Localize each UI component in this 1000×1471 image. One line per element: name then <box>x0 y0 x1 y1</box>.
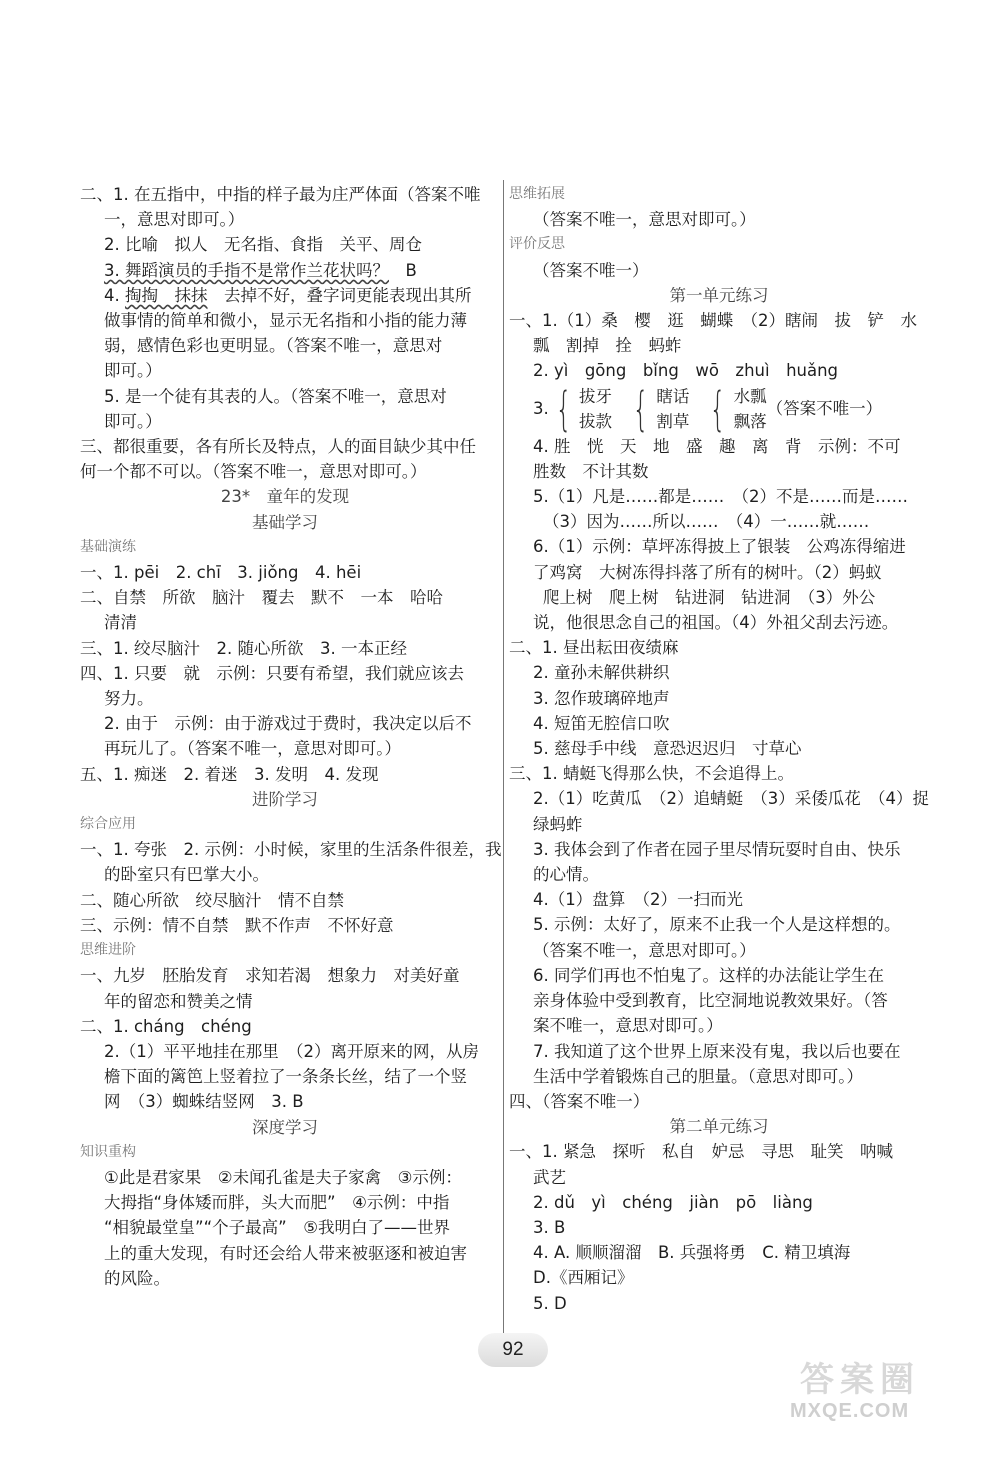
answer-line: （答案不唯一） <box>533 260 649 280</box>
group-word: 割草 <box>656 411 690 431</box>
watermark-url: MXQE.COM <box>790 1400 910 1422</box>
answer-line: 2.（1）吃黄瓜 （2）追蜻蜓 （3）采倭瓜花 （4）捉 <box>533 789 929 809</box>
answer-line: 二、自禁 所欲 脑汁 覆去 默不 一本 哈哈 <box>80 588 443 608</box>
answer-line: 武艺 <box>533 1167 566 1187</box>
watermark-logo: 答案圈 <box>800 1360 920 1400</box>
answer-text: 去掉不好，叠字词更能表现出其所 <box>207 285 472 305</box>
answer-line: 4. 胜 恍 天 地 盛 趣 离 背 示例：不可 <box>533 436 901 456</box>
answer-line: 4.（1）盘算 （2）一扫而光 <box>533 890 743 910</box>
answer-line: 2. 由于 示例：由于游戏过于费时，我决定以后不 <box>104 714 472 734</box>
left-brace-icon: { <box>555 381 572 436</box>
answer-line: 一、1. 紧急 探听 私自 妒忌 寻思 耻笑 呐喊 <box>509 1142 893 1162</box>
answer-line: 4. A. 顺顺溜溜 B. 兵强将勇 C. 精卫填海 <box>533 1243 851 1263</box>
answer-line: 檐下面的篱笆上竖着拉了一条条长丝，结了一个竖 <box>104 1067 467 1087</box>
item-number: 3. <box>533 399 549 419</box>
answer-line: 的卧室只有巴掌大小。 <box>104 865 269 885</box>
unit-heading: 第一单元练习 <box>669 285 769 305</box>
answer-line: 一、1. pēi 2. chī 3. jiǒng 4. hēi <box>80 563 362 583</box>
answer-line: 二、1. cháng chéng <box>80 1016 252 1036</box>
subsection-label: 评价反思 <box>509 236 565 253</box>
answer-line: 绿蚂蚱 <box>533 814 583 834</box>
answer-line: 生活中学着锻炼自己的胆量。（意思对即可。） <box>533 1066 863 1086</box>
answer-line: 2.（1）平平地挂在那里 （2）离开原来的网，从房 <box>104 1041 479 1061</box>
answer-line: 弱，感情色彩也更明显。（答案不唯一，意思对 <box>104 336 443 356</box>
answer-line: 再玩儿了。（答案不唯一，意思对即可。） <box>104 739 401 759</box>
answer-line: 的风险。 <box>104 1268 170 1288</box>
section-heading: 进阶学习 <box>252 789 318 809</box>
answer-line: 二、1. 在五指中，中指的样子最为庄严体面（答案不唯 <box>80 185 481 204</box>
answer-line: “相貌最堂皇”“个子最高” ⑤我明白了——世界 <box>104 1218 450 1238</box>
item-number: 4. <box>104 285 125 305</box>
answer-line: 即可。） <box>104 361 162 381</box>
answer-line: 亲身体验中受到教育，比空洞地说教效果好。（答 <box>533 991 888 1011</box>
wavy-underlined-words: 掏掏 抹抹 <box>125 285 208 305</box>
answer-line: 6. 同学们再也不怕鬼了。这样的办法能让学生在 <box>533 965 884 985</box>
answer-line: 即可。） <box>104 411 162 431</box>
answer-line: 二、随心所欲 绞尽脑汁 情不自禁 <box>80 890 344 910</box>
answer-line: 清清 <box>104 613 137 633</box>
subsection-label: 思维进阶 <box>80 942 136 959</box>
answer-line: 一、九岁 胚胎发育 求知若渴 想象力 对美好童 <box>80 966 460 986</box>
group-word: 拔牙 <box>579 386 613 406</box>
word-group <box>626 381 690 436</box>
answer-line: 三、示例：情不自禁 默不作声 不怀好意 <box>80 915 394 935</box>
answer-line: ①此是君家果 ②未闻孔雀是夫子家禽 ③示例： <box>104 1167 462 1187</box>
answer-line: 5.（1）凡是……都是…… （2）不是……而是…… <box>533 487 908 507</box>
answer-line: 说，他很思念自己的祖国。（4）外祖父刮去污迹。 <box>533 613 899 633</box>
answer-line: 努力。 <box>104 689 154 709</box>
answer-line: 一、1.（1）桑 樱 逛 蝴蝶 （2）瞎闹 拔 铲 水 <box>509 311 917 331</box>
answer-line: 2. yì gōng bǐng wō zhuì huǎng <box>533 361 839 381</box>
answer-line: 5. 是一个徒有其表的人。（答案不唯一，意思对 <box>104 386 447 406</box>
page-number: 92 <box>478 1333 548 1367</box>
section-heading: 深度学习 <box>252 1117 318 1137</box>
answer-line: 3. 忽作玻璃碎地声 <box>533 688 670 708</box>
answer-line: 的心情。 <box>533 865 599 885</box>
answer-note: （答案不唯一） <box>766 399 883 419</box>
answer-line: （答案不唯一，意思对即可。） <box>533 210 756 230</box>
brace-word-groups <box>509 381 929 436</box>
answer-line: 3. 我体会到了作者在园子里尽情玩耍时自由、快乐 <box>533 839 901 859</box>
subsection-label: 综合应用 <box>80 816 136 833</box>
left-brace-icon: { <box>709 381 727 436</box>
answer-line: 三、都很重要，各有所长及特点，人的面目缺少其中任 <box>80 437 476 457</box>
answer-line: 3. B <box>533 1217 566 1237</box>
answer-line: 上的重大发现，有时还会给人带来被驱逐和被迫害 <box>104 1243 467 1263</box>
group-word: 飘落 <box>733 411 767 431</box>
answer-line: 四、1. 只要 就 示例：只要有希望，我们就应该去 <box>80 663 464 683</box>
unit-heading: 第二单元练习 <box>669 1117 769 1137</box>
answer-line: 7. 我知道了这个世界上原来没有鬼，我以后也要在 <box>533 1041 901 1061</box>
group-word: 水瓢 <box>733 386 767 406</box>
answer-line: 一，意思对即可。） <box>104 210 245 230</box>
answer-line: 做事情的简单和微小，显示无名指和小指的能力薄 <box>104 311 467 331</box>
group-word: 瞎话 <box>656 386 690 406</box>
answer-line: 爬上树 爬上树 钻进洞 钻进洞 （3）外公 <box>543 587 876 607</box>
answer-line <box>80 283 490 308</box>
section-heading: 基础学习 <box>252 512 318 532</box>
answer-line: 何一个都不可以。（答案不唯一，意思对即可。） <box>80 462 427 482</box>
answer-line: 案不唯一，意思对即可。） <box>533 1016 723 1036</box>
answer-line: 5. 慈母手中线 意恐迟迟归 寸草心 <box>533 739 802 759</box>
answer-line: 4. 短笛无腔信口吹 <box>533 713 670 733</box>
answer-line: 5. D <box>533 1293 567 1313</box>
right-column <box>509 182 929 1316</box>
answer-line: 三、1. 蜻蜓飞得那么快，不会追得上。 <box>509 764 794 784</box>
answer-line: （3）因为……所以…… （4）一……就…… <box>543 512 870 532</box>
subsection-label: 知识重构 <box>80 1143 136 1160</box>
subsection-label: 思维拓展 <box>509 186 565 202</box>
answer-line: 瓢 割掉 拴 蚂蚱 <box>533 336 682 356</box>
left-column <box>80 182 502 1291</box>
answer-line: 5. 示例：太好了，原来不止我一个人是这样想的。 <box>533 915 901 935</box>
answer-line: 2. dǔ yì chéng jiàn pō liàng <box>533 1192 813 1212</box>
answer-line: 了鸡窝 大树冻得抖落了所有的树叶。（2）蚂蚁 <box>533 562 882 582</box>
answer-line: 网 （3）蜘蛛结竖网 3. B <box>104 1092 304 1112</box>
answer-line: 年的留恋和赞美之情 <box>104 991 253 1011</box>
answer-line: 2. 比喻 拟人 无名指、食指 关平、周仓 <box>104 235 422 255</box>
answer-line: 2. 童孙未解供耕织 <box>533 663 670 683</box>
word-group <box>549 381 613 436</box>
answer-line: 大拇指“身体矮而胖，头大而肥” ④示例：中指 <box>104 1193 450 1213</box>
wavy-underlined-sentence: 3. 舞蹈演员的手指不是常作兰花状吗？ <box>104 260 389 280</box>
column-divider <box>503 180 504 1335</box>
answer-line: 二、1. 昼出耘田夜绩麻 <box>509 638 679 658</box>
word-group <box>703 381 883 436</box>
left-brace-icon: { <box>632 381 649 436</box>
answer-line: 三、1. 绞尽脑汁 2. 随心所欲 3. 一本正经 <box>80 638 407 658</box>
answer-line <box>80 258 490 283</box>
answer-line: （答案不唯一，意思对即可。） <box>533 940 756 960</box>
answer-line: 五、1. 痴迷 2. 着迷 3. 发明 4. 发现 <box>80 764 379 784</box>
answer-line: 胜数 不计其数 <box>533 461 649 481</box>
group-word: 拔款 <box>579 411 613 431</box>
answer-line: 一、1. 夸张 2. 示例：小时候，家里的生活条件很差，我 <box>80 840 502 860</box>
answer-choice: B <box>389 260 417 280</box>
answer-line: 四、（答案不唯一） <box>509 1091 650 1111</box>
answer-line: D.《西厢记》 <box>533 1268 634 1288</box>
subsection-label: 基础演练 <box>80 538 136 555</box>
answer-line: 6.（1）示例：草坪冻得披上了银装 公鸡冻得缩进 <box>533 537 906 557</box>
lesson-title: 23* 童年的发现 <box>220 487 350 507</box>
